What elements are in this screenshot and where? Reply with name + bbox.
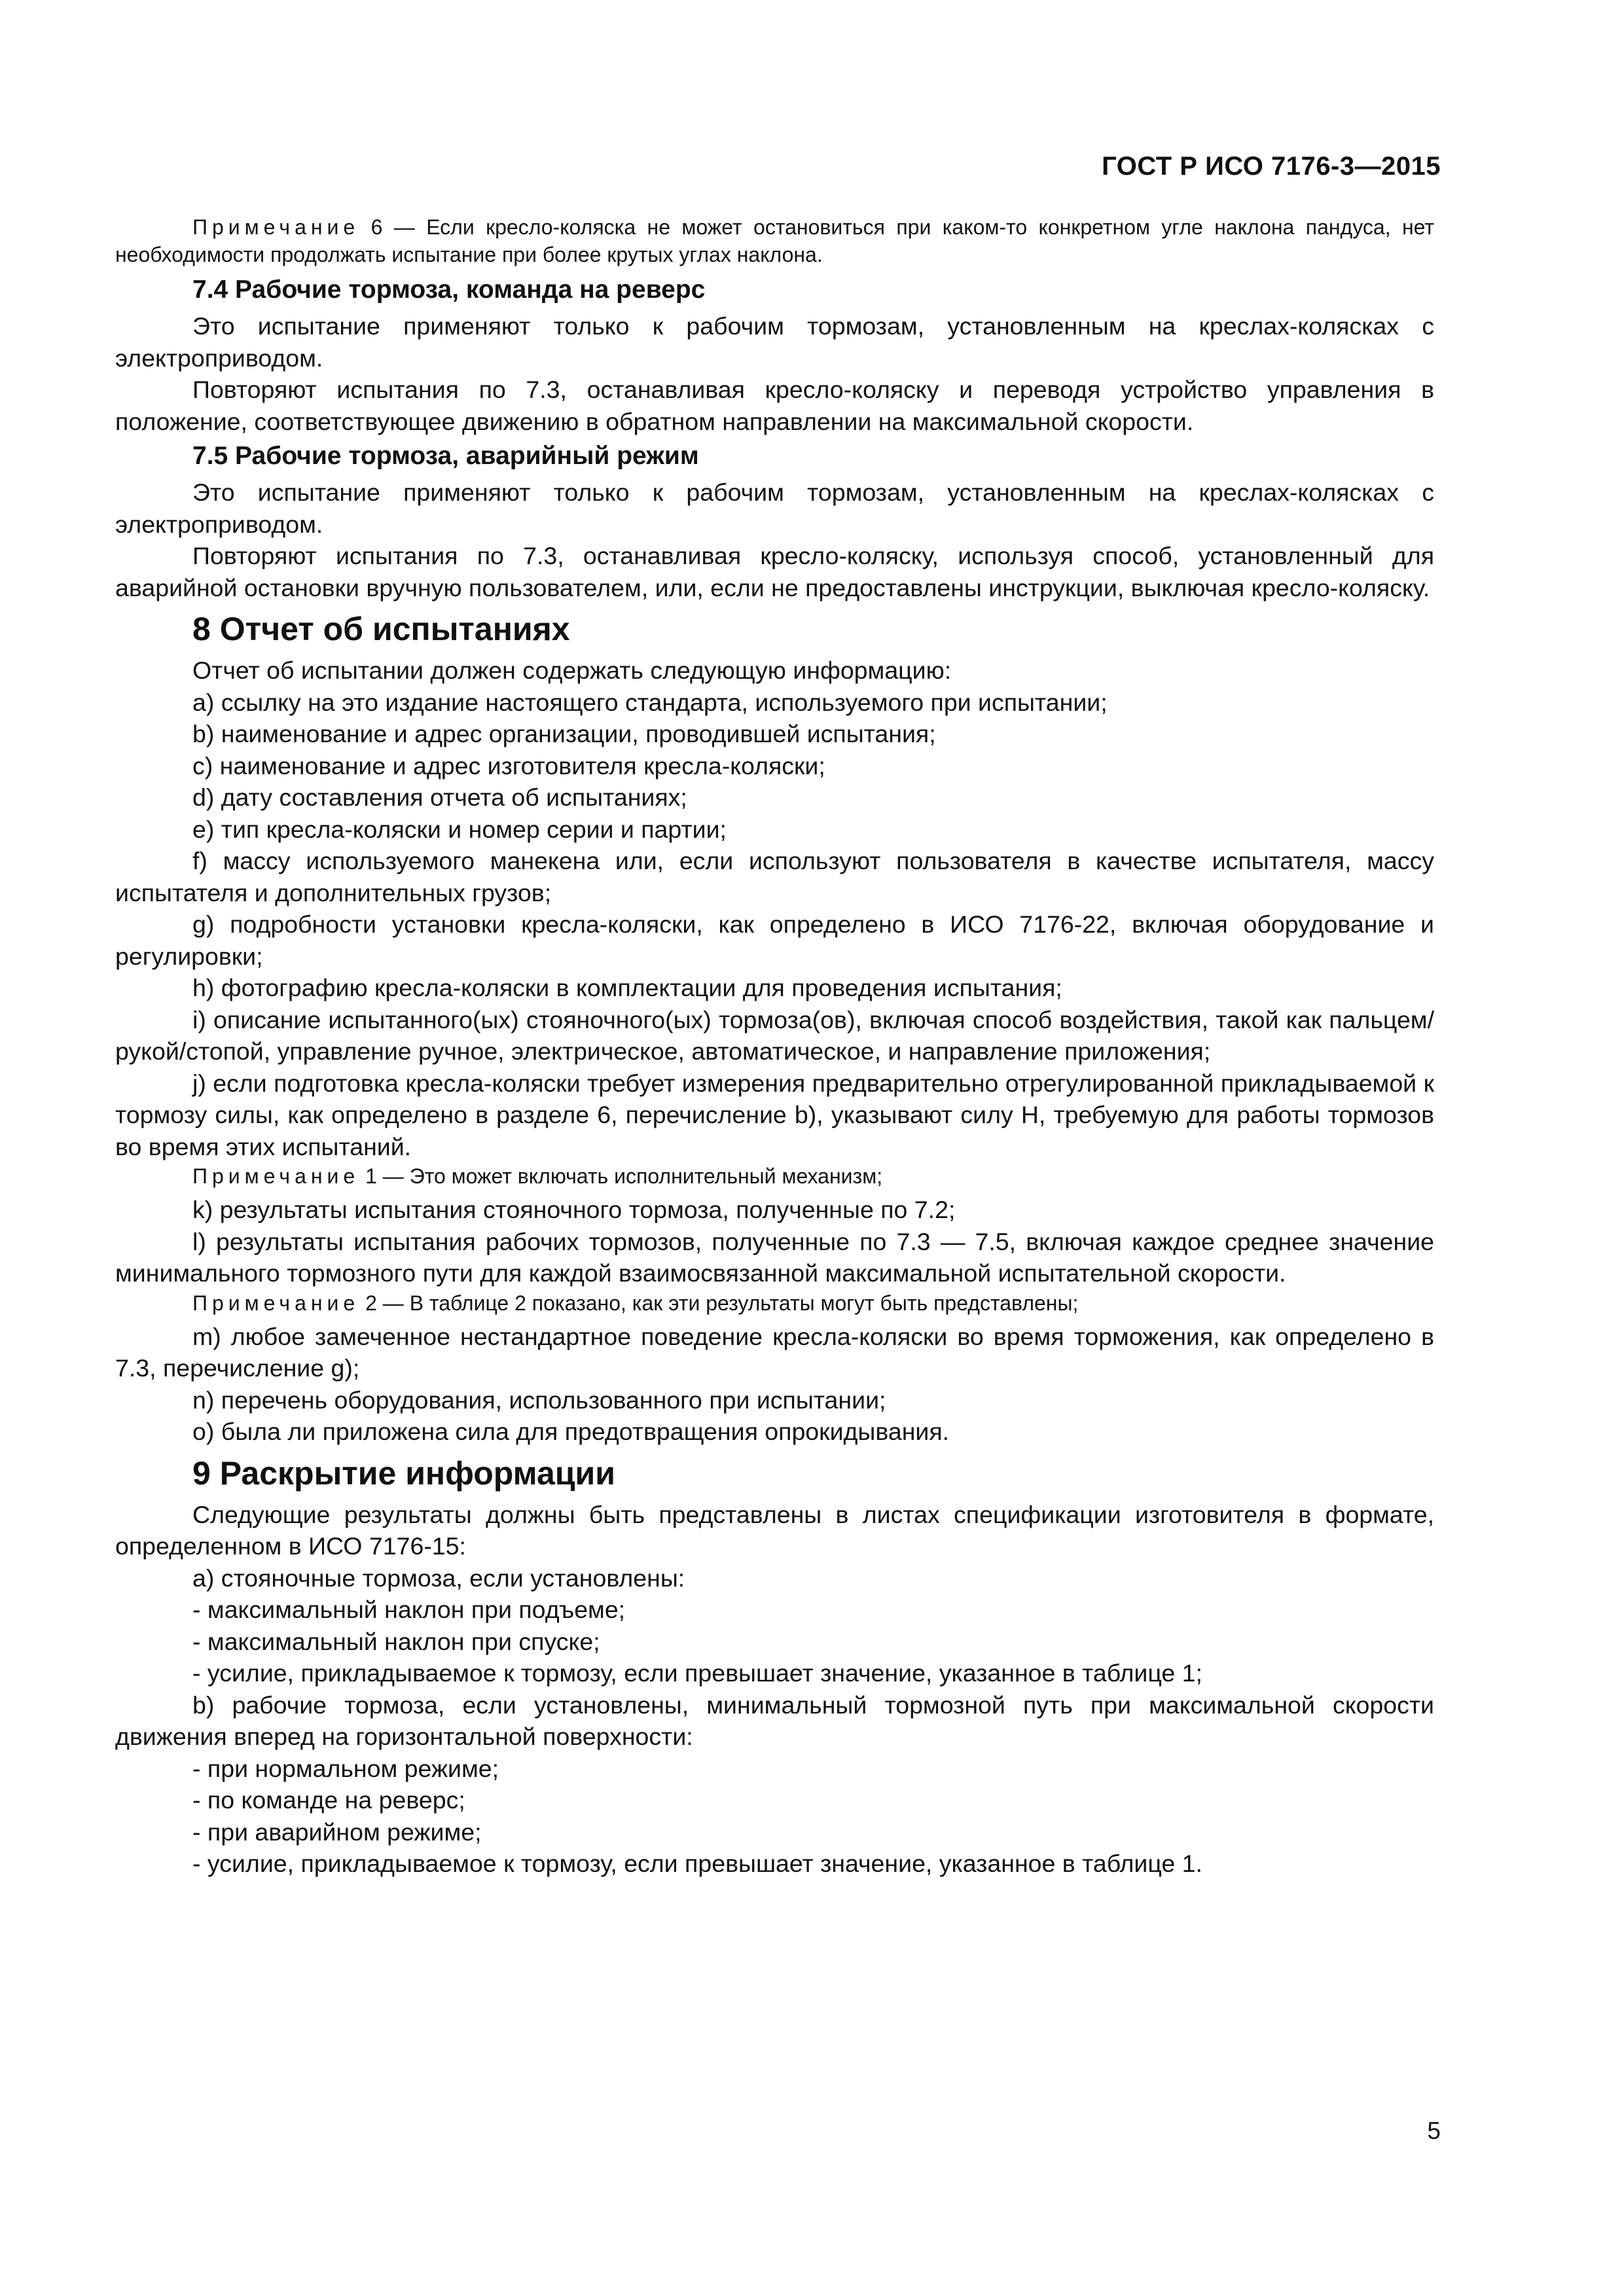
note-label: Примечание — [192, 215, 360, 239]
note-label: Примечание — [192, 1291, 360, 1315]
section-7-5-paragraph-1: Это испытание применяют только к рабочим тормозам, установленным на креслах-колясках с электроприводом. — [115, 478, 1434, 538]
section-8-heading: 8 Отчет об испытаниях — [192, 611, 570, 647]
page-number: 5 — [1427, 2117, 1441, 2144]
standard-designation: ГОСТ Р ИСО 7176-3—2015 — [1102, 152, 1441, 181]
section-9-heading: 9 Раскрытие информации — [192, 1454, 615, 1492]
note-1 — [115, 1162, 1434, 1190]
note-text: 1 — Это может включать исполнительный механизм; — [359, 1164, 883, 1188]
disclosure-subitem: - при аварийном режиме; — [192, 1818, 482, 1846]
disclosure-subitem: - максимальный наклон при спуске; — [192, 1627, 600, 1655]
disclosure-subitem: - по команде на реверс; — [192, 1786, 465, 1814]
report-item-n: n) перечень оборудования, использованного при испытании; — [192, 1386, 886, 1414]
report-item-f: f) массу используемого манекена или, если используют пользователя в качестве испытателя, массу испытателя и дополнительных грузов; — [115, 847, 1434, 906]
note-2 — [115, 1289, 1434, 1317]
report-item-a: a) ссылку на это издание настоящего стандарта, используемого при испытании; — [192, 688, 1108, 716]
disclosure-subitem: - максимальный наклон при подъеме; — [192, 1596, 626, 1623]
report-item-d: d) дату составления отчета об испытаниях; — [192, 783, 687, 811]
report-item-i: i) описание испытанного(ых) стояночного(ых) тормоза(ов), включая способ воздействия, такой как пальцем/рукой/стопой, управление ручное, электрическое, автоматическое, и направление приложения; — [115, 1005, 1434, 1065]
section-7-5-heading: 7.5 Рабочие тормоза, аварийный режим — [192, 442, 699, 470]
note-text: 2 — В таблице 2 показано, как эти результаты могут быть представлены; — [359, 1291, 1079, 1315]
note-6 — [115, 213, 1434, 268]
disclosure-subitem: - усилие, прикладываемое к тормозу, если превышает значение, указанное в таблице 1; — [192, 1659, 1202, 1687]
note-text: 6 — Если кресло-коляска не может остановиться при каком-то конкретном угле наклона пандуса, нет необходимости продолжать испытание при более крутых углах наклона. — [115, 215, 1434, 266]
report-item-l: l) результаты испытания рабочих тормозов, полученные по 7.3 — 7.5, включая каждое среднее значение минимального тормозного пути для каждой взаимосвязанной максимальной испытательной скорости. — [115, 1227, 1434, 1287]
report-item-o: o) была ли приложена сила для предотвращения опрокидывания. — [192, 1418, 950, 1445]
disclosure-subitem: - усилие, прикладываемое к тормозу, если превышает значение, указанное в таблице 1. — [192, 1850, 1202, 1877]
disclosure-item-a: a) стояночные тормоза, если установлены: — [192, 1564, 685, 1592]
report-item-k: k) результаты испытания стояночного тормоза, полученные по 7.2; — [192, 1196, 956, 1223]
section-7-4-heading: 7.4 Рабочие тормоза, команда на реверс — [192, 276, 706, 304]
report-item-m: m) любое замеченное нестандартное поведение кресла-коляски во время торможения, как определено в 7.3, перечисление g); — [115, 1322, 1434, 1382]
report-item-b: b) наименование и адрес организации, проводившей испытания; — [192, 720, 936, 747]
disclosure-subitem: - при нормальном режиме; — [192, 1754, 499, 1782]
report-item-e: e) тип кресла-коляски и номер серии и партии; — [192, 815, 727, 843]
report-item-h: h) фотографию кресла-коляски в комплектации для проведения испытания; — [192, 974, 1062, 1001]
disclosure-item-b: b) рабочие тормоза, если установлены, минимальный тормозной путь при максимальной скорости движения вперед на горизонтальной поверхности: — [115, 1691, 1434, 1750]
section-7-4-paragraph-1: Это испытание применяют только к рабочим тормозам, установленным на креслах-колясках с электроприводом. — [115, 312, 1434, 372]
report-item-g: g) подробности установки кресла-коляски, как определено в ИСО 7176-22, включая оборудование и регулировки; — [115, 910, 1434, 970]
page-content — [115, 213, 1434, 1880]
section-8-intro: Отчет об испытании должен содержать следующую информацию: — [192, 656, 952, 684]
section-9-intro: Следующие результаты должны быть представлены в листах спецификации изготовителя в формате, определенном в ИСО 7176-15: — [115, 1500, 1434, 1560]
report-item-j: j) если подготовка кресла-коляски требует измерения предварительно отрегулированной прикладываемой к тормозу силы, как определено в разделе 6, перечисление b), указывают силу Н, требуемую для работы тормозов во время этих испытаний. — [115, 1069, 1434, 1160]
report-item-c: c) наименование и адрес изготовителя кресла-коляски; — [192, 751, 825, 780]
note-label: Примечание — [192, 1164, 360, 1188]
section-7-4-paragraph-2: Повторяют испытания по 7.3, останавливая кресло-коляску и переводя устройство управления в положение, соответствующее движению в обратном направлении на максимальной скорости. — [115, 376, 1434, 435]
section-7-5-paragraph-2: Повторяют испытания по 7.3, останавливая кресло-коляску, используя способ, установленный для аварийной остановки вручную пользователем, или, если не предоставлены инструкции, выключая кресло-коляску. — [115, 542, 1434, 601]
